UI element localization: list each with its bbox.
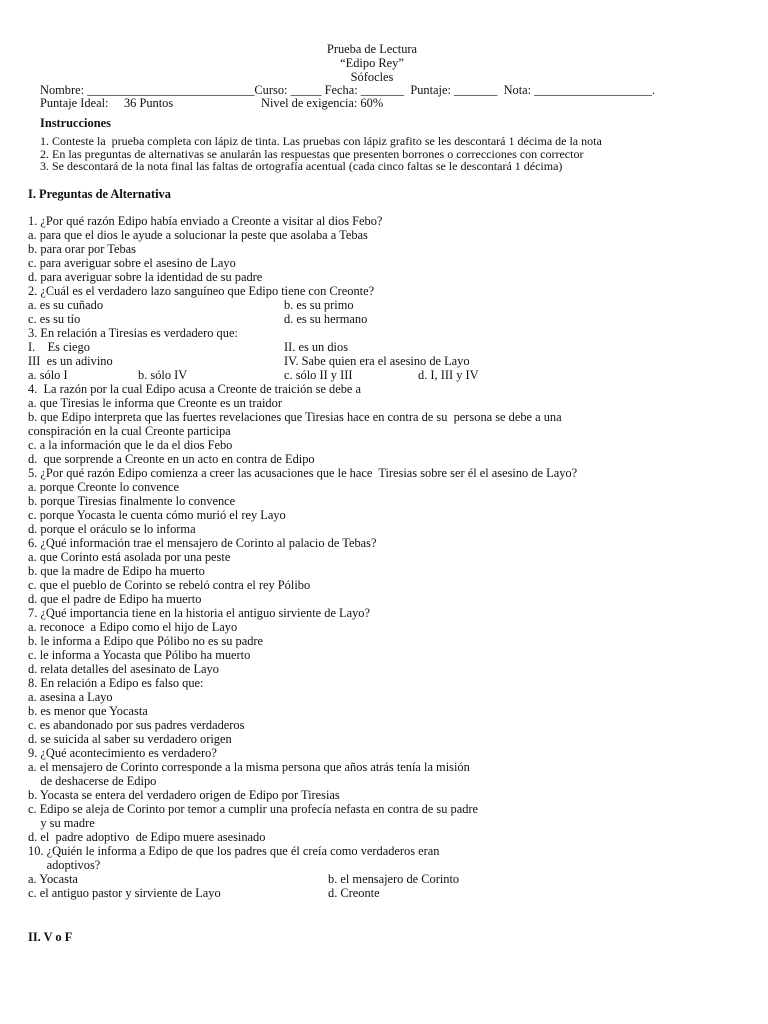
- question-9-option-c: c. Edipo se aleja de Corinto por temor a cumplir una profecía nefasta en contra de su padre: [28, 802, 479, 816]
- question-3-options-row: [28, 368, 748, 382]
- question-9-option-a: a. el mensajero de Corinto corresponde a la misma persona que años atrás tenía la misión: [28, 760, 470, 774]
- question-2-option-c: c. es su tío: [28, 312, 81, 326]
- question-3-statement-iv: IV. Sabe quien era el asesino de Layo: [284, 354, 470, 368]
- question-10-row-cd: [28, 886, 748, 900]
- question-5-stem: 5. ¿Por qué razón Edipo comienza a creer las acusaciones que le hace Tiresias sobre ser él el asesino de Layo?: [28, 466, 578, 480]
- question-6-option-c: c. que el pueblo de Corinto se rebeló contra el rey Pólibo: [28, 578, 311, 592]
- exam-title: Prueba de Lectura: [326, 42, 418, 56]
- question-3-option-d: d. I, III y IV: [418, 368, 479, 382]
- question-1-option-a: a. para que el dios le ayude a solucionar la peste que asolaba a Tebas: [28, 228, 368, 242]
- question-8-stem: 8. En relación a Edipo es falso que:: [28, 676, 204, 690]
- section-2-heading: II. V o F: [28, 930, 73, 944]
- question-10-option-d: d. Creonte: [328, 886, 380, 900]
- question-3-statement-ii: II. es un dios: [284, 340, 349, 354]
- question-4-option-b-cont: conspiración en la cual Creonte participa: [28, 424, 231, 438]
- instruction-item: 2. En las preguntas de alternativas se anularán las respuestas que presenten borrones o correcciones con corrector: [40, 146, 584, 161]
- question-9-option-d: d. el padre adoptivo de Edipo muere asesinado: [28, 830, 266, 844]
- question-8-option-a: a. asesina a Layo: [28, 690, 113, 704]
- question-8-option-d: d. se suicida al saber su verdadero origen: [28, 732, 232, 746]
- question-4-option-c: c. a la información que le da el dios Febo: [28, 438, 233, 452]
- question-7-option-d: d. relata detalles del asesinato de Layo: [28, 662, 219, 676]
- question-4-option-d: d. que sorprende a Creonte en un acto en contra de Edipo: [28, 452, 315, 466]
- question-5-option-d: d. porque el oráculo se lo informa: [28, 522, 196, 536]
- question-4-stem: 4. La razón por la cual Edipo acusa a Creonte de traición se debe a: [28, 382, 362, 396]
- author-name: Sófocles: [350, 70, 394, 84]
- question-4-option-b: b. que Edipo interpreta que las fuertes revelaciones que Tiresias hace en contra de su persona se debe a una: [28, 410, 562, 424]
- question-3-option-c: c. sólo II y III: [284, 368, 353, 382]
- instruction-item: 3. Se descontará de la nota final las faltas de ortografía acentual (cada cinco faltas se le descontará 1 décima): [40, 159, 563, 173]
- question-8-option-c: c. es abandonado por sus padres verdaderos: [28, 718, 245, 732]
- question-7-stem: 7. ¿Qué importancia tiene en la historia el antiguo sirviente de Layo?: [28, 606, 370, 620]
- question-9-option-c-cont: y su madre: [28, 816, 95, 830]
- ideal-score: Puntaje Ideal: 36 Puntos: [40, 96, 174, 110]
- question-3-statements-row-1: [28, 340, 748, 354]
- question-2-option-d: d. es su hermano: [284, 312, 368, 326]
- question-9-option-b: b. Yocasta se entera del verdadero origen de Edipo por Tiresias: [28, 788, 340, 802]
- instructions-list: [40, 135, 602, 173]
- instruction-item: 1. Conteste la prueba completa con lápiz de tinta. Las pruebas con lápiz grafito se les descontará 1 décima de la nota: [40, 134, 602, 148]
- question-9-stem: 9. ¿Qué acontecimiento es verdadero?: [28, 746, 217, 760]
- question-6-option-b: b. que la madre de Edipo ha muerto: [28, 564, 205, 578]
- question-5-option-c: c. porque Yocasta le cuenta cómo murió el rey Layo: [28, 508, 286, 522]
- question-7-option-c: c. le informa a Yocasta que Pólibo ha muerto: [28, 648, 251, 662]
- question-2-option-b: b. es su primo: [284, 298, 354, 312]
- instructions-heading: Instrucciones: [40, 116, 111, 130]
- question-3-statement-i: I. Es ciego: [28, 340, 90, 354]
- question-5-option-a: a. porque Creonte lo convence: [28, 480, 180, 494]
- question-2-stem: 2. ¿Cuál es el verdadero lazo sanguíneo que Edipo tiene con Creonte?: [28, 284, 375, 298]
- question-6-stem: 6. ¿Qué información trae el mensajero de Corinto al palacio de Tebas?: [28, 536, 377, 550]
- student-fields-line: Nombre: ___________________________Curso: _____ Fecha: _______ Puntaje: _______ Nota: ___________________.: [40, 83, 656, 97]
- question-10-row-ab: [28, 872, 748, 886]
- question-6-option-a: a. que Corinto está asolada por una peste: [28, 550, 231, 564]
- question-10-stem: 10. ¿Quién le informa a Edipo de que los padres que él creía como verdaderos eran: [28, 844, 440, 858]
- question-10-option-c: c. el antiguo pastor y sirviente de Layo: [28, 886, 221, 900]
- section-1-heading: I. Preguntas de Alternativa: [28, 187, 171, 201]
- question-1-option-d: d. para averiguar sobre la identidad de su padre: [28, 270, 263, 284]
- question-3-option-b: b. sólo IV: [138, 368, 188, 382]
- question-7-option-a: a. reconoce a Edipo como el hijo de Layo: [28, 620, 238, 634]
- question-10-option-a: a. Yocasta: [28, 872, 78, 886]
- question-2-row-ab: [28, 298, 748, 312]
- question-3-stem: 3. En relación a Tiresias es verdadero que:: [28, 326, 238, 340]
- question-2-row-cd: [28, 312, 748, 326]
- question-10-stem-cont: adoptivos?: [28, 858, 101, 872]
- question-8-option-b: b. es menor que Yocasta: [28, 704, 148, 718]
- question-3-option-a: a. sólo I: [28, 368, 68, 382]
- question-7-option-b: b. le informa a Edipo que Pólibo no es su padre: [28, 634, 264, 648]
- question-3-statements-row-2: [28, 354, 748, 368]
- question-1-option-c: c. para averiguar sobre el asesino de Layo: [28, 256, 236, 270]
- questions-block: [28, 214, 748, 900]
- question-6-option-d: d. que el padre de Edipo ha muerto: [28, 592, 202, 606]
- work-title: “Edipo Rey”: [340, 56, 404, 70]
- question-5-option-b: b. porque Tiresias finalmente lo convence: [28, 494, 236, 508]
- question-9-option-a-cont: de deshacerse de Edipo: [28, 774, 157, 788]
- question-1-option-b: b. para orar por Tebas: [28, 242, 136, 256]
- exigency-level: Nivel de exigencia: 60%: [261, 96, 384, 110]
- question-1-stem: 1. ¿Por qué razón Edipo había enviado a Creonte a visitar al dios Febo?: [28, 214, 383, 228]
- question-10-option-b: b. el mensajero de Corinto: [328, 872, 460, 886]
- question-2-option-a: a. es su cuñado: [28, 298, 104, 312]
- question-3-statement-iii: III es un adivino: [28, 354, 113, 368]
- question-4-option-a: a. que Tiresias le informa que Creonte es un traidor: [28, 396, 282, 410]
